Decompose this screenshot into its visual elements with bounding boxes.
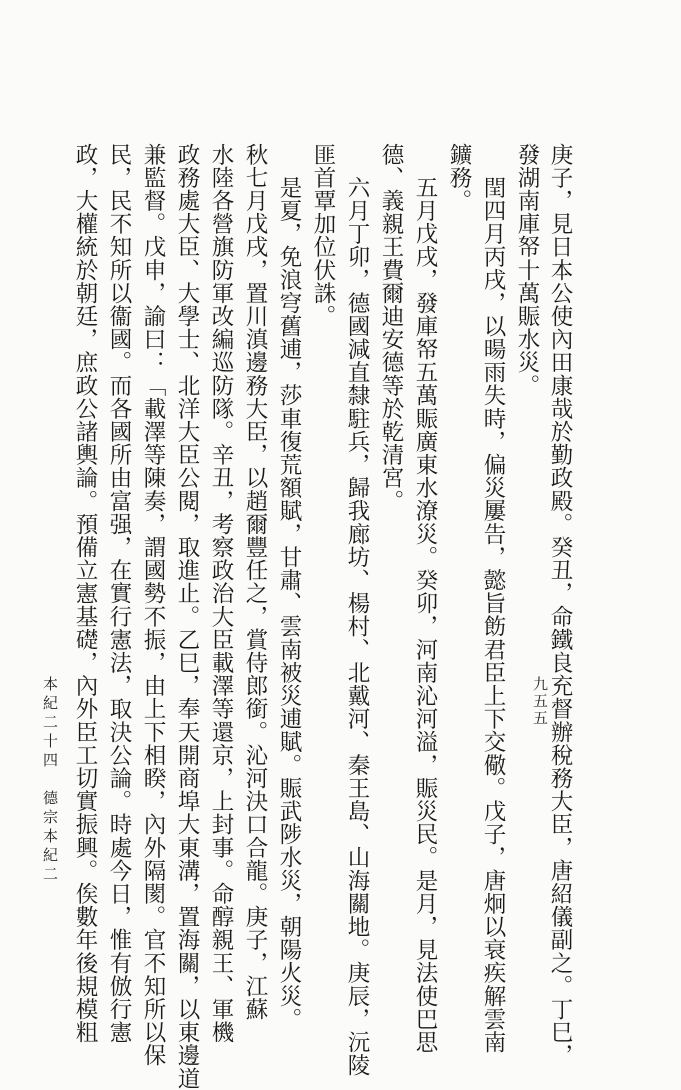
text-column-15: 政，大權統於朝廷，庶政公諸輿論。預備立憲基礎，內外臣工切實振興。俟數年後規模粗	[72, 143, 98, 1044]
text-column-1: 庚子，見日本公使內田康哉於勤政殿。癸丑，命鐵良充督辦稅務大臣，唐紹儀副之。丁巳，	[547, 143, 573, 1067]
text-column-9: 是夏，免浪穹舊逋，莎車復荒額賦，甘肅、雲南被災逋賦。賑武陟水災，朝陽火災。	[276, 176, 302, 1031]
text-column-6: 德、義親王費爾迪安德等於乾清宮。	[378, 143, 404, 513]
text-column-10: 秋七月戊戌，置川滇邊務大臣，以趙爾豐任之，賞侍郎銜。沁河決口合龍。庚子，江蘇	[242, 143, 268, 1021]
text-column-13: 兼監督。戊申，諭曰：「載澤等陳奏，謂國勢不振，由上下相睽，內外隔閡。官不知所以保	[140, 143, 166, 1067]
text-column-7: 六月丁卯，德國減直隸駐兵，歸我廊坊、楊村、北戴河、秦王島、山海關地。庚辰，沅陵	[344, 176, 370, 1077]
text-column-14: 民，民不知所以衞國。而各國所由富强，在實行憲法，取決公論。時處今日，惟有倣行憲	[106, 143, 132, 1044]
page-number: 九五五	[531, 676, 549, 727]
text-column-5: 五月戊戌，發庫帑五萬賑廣東水潦災。癸卯，河南沁河溢，賑災民。是月，見法使巴思	[412, 176, 438, 1054]
text-column-4: 鑛務。	[446, 143, 472, 213]
margin-title: 本紀二十四 德宗本紀二	[41, 676, 59, 885]
text-column-3: 閏四月丙戌，以暘雨失時，偏災屢告，懿旨飭君臣上下交儆。戊子，唐炯以衰疾解雲南	[480, 176, 506, 1054]
text-column-11: 水陸各營旗防軍改編巡防隊。辛丑，考察政治大臣載澤等還京，上封事。命醇親王、軍機	[208, 143, 234, 1044]
text-column-2: 發湖南庫帑十萬賑水災。	[514, 143, 540, 398]
text-column-12: 政務處大臣、大學士、北洋大臣公閱，取進止。乙巳，奉天開商埠大東溝，置海關，以東邊道	[174, 143, 200, 1090]
text-column-8: 匪首覃加位伏誅。	[310, 143, 336, 328]
